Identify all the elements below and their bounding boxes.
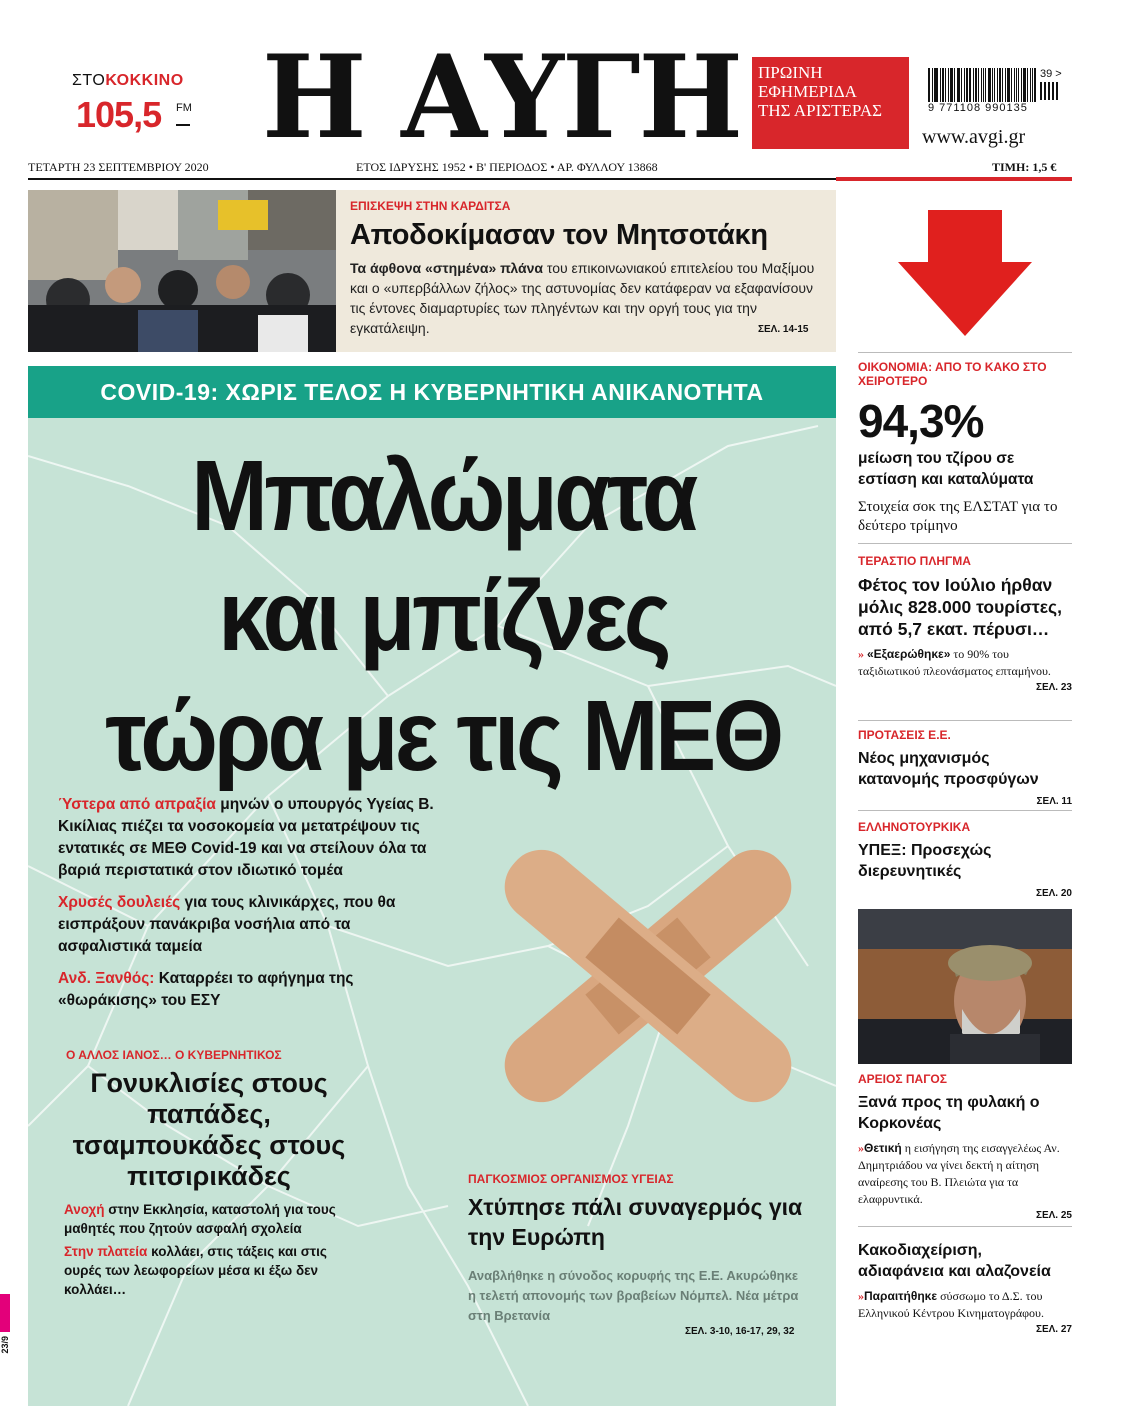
barcode-bar <box>1007 68 1010 102</box>
barcode-bar <box>950 68 953 102</box>
refugees-page-ref: ΣΕΛ. 11 <box>1036 796 1072 807</box>
headline-line-2: και μπίζνες <box>218 560 668 672</box>
church-p2-lead: Στην πλατεία <box>64 1244 148 1259</box>
barcode-bar <box>1034 68 1036 102</box>
cover-story <box>28 366 836 1406</box>
barcode <box>928 68 1038 102</box>
church-paragraph <box>64 1200 364 1238</box>
barcode-bar <box>978 68 979 102</box>
economy-kicker: ΟΙΚΟΝΟΜΙΑ: ΑΠΟ ΤΟ ΚΑΚΟ ΣΤΟ ΧΕΙΡΟΤΕΡΟ <box>858 360 1047 388</box>
tagline-box <box>752 57 909 149</box>
bullet-lead: Χρυσές δουλειές <box>58 894 181 911</box>
chevron-right-icon: » <box>858 1289 864 1303</box>
headline-line-3: τώρα με τις ΜΕΘ <box>105 680 781 792</box>
protest-photo-illustration <box>28 190 336 352</box>
court-title[interactable]: Ξανά προς τη φυλακή ο Κορκονέας <box>858 1094 1040 1132</box>
column-rule <box>858 352 1072 353</box>
tourism-kicker: ΤΕΡΑΣΤΙΟ ΠΛΗΓΜΑ <box>858 554 971 568</box>
tourism-story <box>858 554 1072 693</box>
tagline-line-3: ΤΗΣ ΑΡΙΣΤΕΡΑΣ <box>758 101 883 120</box>
barcode-issue-number: 39 <box>1040 68 1053 80</box>
lead-bullet <box>58 892 438 958</box>
greek-turkish-kicker: ΕΛΛΗΝΟΤΟΥΡΚΙΚΑ <box>858 820 971 834</box>
barcode-issue: 39 > <box>1040 68 1062 80</box>
refugees-kicker: ΠΡΟΤΑΣΕΙΣ Ε.Ε. <box>858 728 951 742</box>
barcode-bar <box>1021 68 1022 102</box>
issue-price: ΤΙΜΗ: 1,5 € <box>992 160 1057 174</box>
barcode-bar <box>1002 68 1003 102</box>
barcode-bar <box>1032 68 1033 102</box>
top-story-text <box>350 258 822 338</box>
barcode-bar <box>992 68 994 102</box>
bandage-x-illustration <box>468 816 828 1136</box>
church-text <box>64 1200 364 1303</box>
top-story-lead: Τα άφθονα «στημένα» πλάνα <box>350 260 543 276</box>
tourism-title[interactable]: Φέτος τον Ιούλιο ήρθαν μόλις 828.000 τουρίστες, από 5,7 εκατ. πέρυσι… <box>858 575 1063 639</box>
church-paragraph <box>64 1242 364 1299</box>
who-page-ref: ΣΕΛ. 3-10, 16-17, 29, 32 <box>685 1326 795 1337</box>
barcode-bar <box>945 68 947 102</box>
barcode-bar <box>994 68 995 102</box>
tagline-line-1: ΠΡΩΙΝΗ <box>758 63 823 82</box>
tourism-lead: «Εξαερώθηκε» <box>867 647 951 661</box>
barcode-bar <box>1030 68 1031 102</box>
radio-underline <box>176 124 190 126</box>
tourism-page-ref: ΣΕΛ. 23 <box>1035 682 1072 693</box>
barcode-bar <box>1005 68 1007 102</box>
greek-turkish-title[interactable]: ΥΠΕΞ: Προσεχώς διερευνητικές <box>858 842 992 880</box>
barcode-bar <box>1011 68 1012 102</box>
barcode-bar <box>1018 68 1019 102</box>
barcode-bar <box>969 68 972 102</box>
radio-name <box>72 72 197 90</box>
radio-prefix: ΣΤΟ <box>72 72 106 89</box>
who-title[interactable]: Χτύπησε πάλι συναγερμός για την Ευρώπη <box>468 1194 803 1250</box>
radio-band: FM <box>176 102 192 114</box>
barcode-bar <box>999 68 1001 102</box>
down-arrow-graphic <box>858 200 1072 350</box>
greek-turkish-page-ref: ΣΕΛ. 20 <box>1035 888 1072 899</box>
side-color-tag <box>0 1294 10 1332</box>
top-story-page-ref: ΣΕΛ. 14-15 <box>758 324 809 335</box>
barcode-bar <box>975 68 977 102</box>
lead-bullets <box>58 794 438 1022</box>
chevron-right-icon: » <box>858 647 864 661</box>
barcode-bar <box>961 68 962 102</box>
lead-bullet <box>58 968 438 1012</box>
who-text: Αναβλήθηκε η σύνοδος κορυφής της Ε.Ε. Ακυρώθηκε η τελετή απονομής των βραβείων Νόμπελ. Νέα μέτρα στη Βρετανία <box>468 1268 799 1323</box>
barcode-bar <box>940 68 941 102</box>
barcode-bar <box>964 68 965 102</box>
church-title[interactable]: Γονυκλισίες στους παπάδες, τσαμπουκάδες στους πιτσιρικάδες <box>72 1068 346 1191</box>
tourism-body: το 90% του ταξιδιωτικού πλεονάσματος επταμήνου. <box>858 647 1051 678</box>
radio-ad <box>72 72 197 135</box>
cinema-text <box>858 1288 1072 1322</box>
portrait-illustration <box>858 909 1072 1064</box>
barcode-bar <box>935 68 938 102</box>
barcode-bar <box>942 68 944 102</box>
barcode-bar <box>997 68 998 102</box>
barcode-bar <box>985 68 986 102</box>
barcode-bar <box>957 68 958 102</box>
church-p2-text: κολλάει, στις τάξεις και στις ουρές των λεωφορείων μέσα κι έξω δεν κολλάει… <box>64 1244 327 1297</box>
greek-turkish-story <box>858 820 1072 899</box>
barcode-bar <box>948 68 949 102</box>
top-story-kicker: ΕΠΙΣΚΕΨΗ ΣΤΗΝ ΚΑΡΔΙΤΣΑ <box>350 199 511 213</box>
barcode-number: 9 771108 990135 <box>928 102 1028 114</box>
masthead-rule <box>28 178 836 180</box>
main-headline[interactable] <box>80 436 807 796</box>
issue-date: ΤΕΤΑΡΤΗ 23 ΣΕΠΤΕΜΒΡΙΟΥ 2020 <box>28 160 209 174</box>
newspaper-logo: Η ΑΥΓΗ <box>262 30 742 164</box>
cinema-lead: Παραιτήθηκε <box>864 1289 938 1303</box>
economy-story <box>858 360 1072 536</box>
chevron-right-icon: » <box>858 1141 864 1155</box>
barcode-bar <box>1016 68 1018 102</box>
economy-value: 94,3% <box>858 395 984 447</box>
barcode-bar <box>1027 68 1029 102</box>
column-rule <box>858 810 1072 811</box>
barcode-bar <box>958 68 960 102</box>
barcode-bar <box>983 68 985 102</box>
side-date: 23/9 <box>0 1336 10 1354</box>
court-kicker: ΑΡΕΙΟΣ ΠΑΓΟΣ <box>858 1072 947 1086</box>
top-story-body: του επικοινωνιακού επιτελείου του Μαξίμου και ο «υπερβάλλων ζήλος» της αστυνομίας δεν κατάφεραν να εξαφανίσουν τις έντονες διαμαρτυρίες των πληγέντων και την οργή τους για την εγκατάλειψη. <box>350 260 815 336</box>
column-rule <box>858 720 1072 721</box>
bullet-text: Καταρρέει το αφήγημα της «θωράκισης» του ΕΣΥ <box>58 970 354 1009</box>
church-kicker: Ο ΑΛΛΟΣ ΙΑΝΟΣ… Ο ΚΥΒΕΡΝΗΤΙΚΟΣ <box>66 1048 282 1062</box>
cinema-story <box>858 1240 1072 1335</box>
bullet-text: μηνών ο υπουργός Υγείας Β. Κικίλιας πιέζει τα νοσοκομεία να μετατρέψουν τις εντατικές σε ΜΕΘ Covid-19 και να στείλουν όλα τα βαριά περιστατικά στον ιδιωτικό τομέα <box>58 796 434 879</box>
barcode-bar <box>954 68 955 102</box>
refugees-story <box>858 728 1072 807</box>
court-story <box>858 1072 1072 1221</box>
barcode-bar <box>932 68 933 102</box>
website-link[interactable]: www.avgi.gr <box>922 126 1026 148</box>
cover-banner: COVID-19: ΧΩΡΙΣ ΤΕΛΟΣ Η ΚΥΒΕΡΝΗΤΙΚΗ ΑΝΙΚΑΝΟΤΗΤΑ <box>28 366 836 418</box>
radio-brand: ΚΟΚΚΙΝΟ <box>105 72 184 89</box>
barcode-bar <box>928 68 930 102</box>
cinema-title[interactable]: Κακοδιαχείριση, αδιαφάνεια και αλαζονεία <box>858 1242 1051 1280</box>
court-body: η εισήγηση της εισαγγελέως Αν. Δημητριάδου να γίνει δεκτή η αίτηση αναίρεσης του Β. Πλειώτα για τα ελαφρυντικά. <box>858 1141 1060 1206</box>
refugees-title[interactable]: Νέος μηχανισμός κατανομής προσφύγων <box>858 750 1039 788</box>
economy-title[interactable]: μείωση του τζίρου σε εστίαση και καταλύματα <box>858 450 1034 488</box>
barcode-bar <box>973 68 974 102</box>
barcode-bar <box>1023 68 1026 102</box>
top-story-title[interactable]: Αποδοκίμασαν τον Μητσοτάκη <box>350 219 768 251</box>
down-arrow-icon <box>858 200 1072 350</box>
church-p1-text: στην Εκκλησία, καταστολή για τους μαθητές που ζητούν ασφαλή σχολεία <box>64 1202 336 1236</box>
bullet-lead: Ανδ. Ξανθός: <box>58 970 155 987</box>
court-lead: Θετική <box>864 1141 902 1155</box>
protest-photo <box>28 190 336 352</box>
church-p1-lead: Ανοχή <box>64 1202 105 1217</box>
korkoneas-portrait <box>858 909 1072 1064</box>
barcode-bar <box>1014 68 1015 102</box>
court-page-ref: ΣΕΛ. 25 <box>1035 1210 1072 1221</box>
bullet-text: για τους κλινικάρχες, που θα εισπράξουν πανάκριβα νοσήλια από τα ασφαλιστικά ταμεία <box>58 894 396 955</box>
court-text <box>858 1140 1072 1208</box>
issue-edition: ΕΤΟΣ ΙΔΡΥΣΗΣ 1952 • Β' ΠΕΡΙΟΔΟΣ • ΑΡ. ΦΥΛΛΟΥ 13868 <box>356 160 658 174</box>
economy-text: Στοιχεία σοκ της ΕΛΣΤΑΤ για το δεύτερο τρίμηνο <box>858 499 1058 534</box>
bullet-lead: Ύστερα από απραξία <box>58 796 216 813</box>
headline-line-1: Μπαλώματα <box>191 440 695 552</box>
tagline-line-2: ΕΦΗΜΕΡΙΔΑ <box>758 82 857 101</box>
lead-bullet <box>58 794 438 882</box>
cinema-page-ref: ΣΕΛ. 27 <box>1035 1324 1072 1335</box>
barcode-bar <box>988 68 991 102</box>
masthead-rule-accent <box>836 177 1072 181</box>
cinema-body: σύσσωμο το Δ.Σ. του Ελληνικού Κέντρου Κινηματογράφου. <box>858 1289 1044 1320</box>
radio-frequency: 105,5 <box>76 94 162 135</box>
column-rule <box>858 1226 1072 1227</box>
barcode-bar <box>934 68 935 102</box>
column-rule <box>858 543 1072 544</box>
barcode-bar <box>966 68 968 102</box>
tourism-text <box>858 646 1072 680</box>
barcode-addon <box>1040 82 1062 100</box>
who-kicker: ΠΑΓΚΟΣΜΙΟΣ ΟΡΓΑΝΙΣΜΟΣ ΥΓΕΙΑΣ <box>468 1172 674 1186</box>
barcode-bar <box>981 68 982 102</box>
